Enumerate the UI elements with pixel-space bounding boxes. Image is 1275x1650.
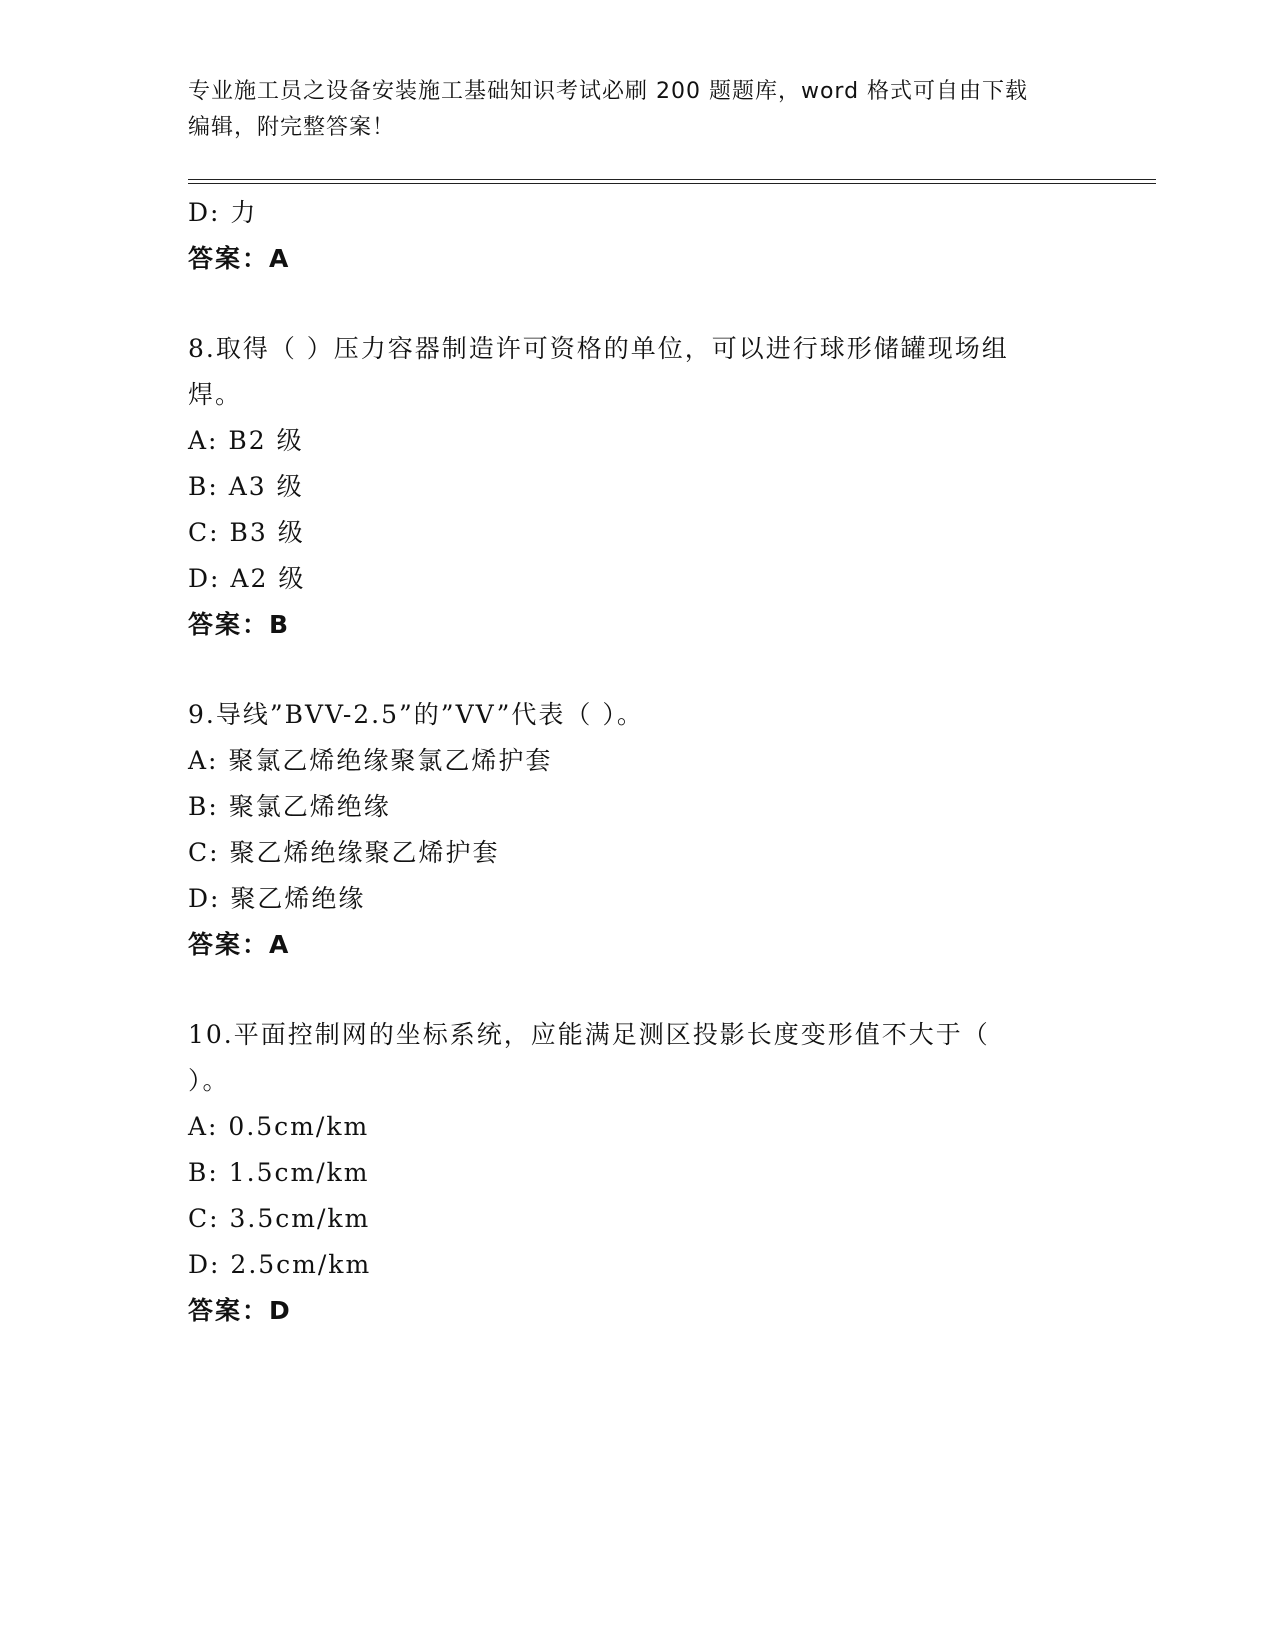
- option-c: C: 3.5cm/km: [188, 1204, 371, 1233]
- header-line-1: 专业施工员之设备安装施工基础知识考试必刷 200 题题库，word 格式可自由下载: [188, 79, 1029, 104]
- option-b: B: 1.5cm/km: [188, 1158, 370, 1187]
- document-body: [188, 190, 1088, 1334]
- document-header: [188, 74, 1068, 146]
- question-text-line: 8.取得（ ）压力容器制造许可资格的单位，可以进行球形储罐现场组: [188, 334, 1009, 363]
- option-b: B: 聚氯乙烯绝缘: [188, 792, 391, 821]
- question-text-line: 焊。: [188, 380, 243, 409]
- option-c: C: 聚乙烯绝缘聚乙烯护套: [188, 838, 500, 867]
- option-a: A: B2 级: [188, 426, 304, 455]
- answer-label: 答案：A: [188, 244, 291, 273]
- question-8: [188, 326, 1088, 648]
- option-d: D: 2.5cm/km: [188, 1250, 372, 1279]
- header-line-2: 编辑，附完整答案！: [188, 115, 396, 140]
- answer-label: 答案：D: [188, 1296, 292, 1325]
- header-rule-bottom: [188, 183, 1156, 184]
- answer-label: 答案：A: [188, 930, 291, 959]
- question-7-tail: [188, 190, 1088, 282]
- option-d: D: A2 级: [188, 564, 306, 593]
- option-a: A: 0.5cm/km: [188, 1112, 370, 1141]
- option-d: D: 力: [188, 198, 258, 227]
- option-c: C: B3 级: [188, 518, 305, 547]
- option-b: B: A3 级: [188, 472, 304, 501]
- question-text-line: 10.平面控制网的坐标系统，应能满足测区投影长度变形值不大于（: [188, 1020, 990, 1049]
- question-9: [188, 692, 1088, 968]
- option-a: A: 聚氯乙烯绝缘聚氯乙烯护套: [188, 746, 553, 775]
- answer-label: 答案：B: [188, 610, 291, 639]
- question-10: [188, 1012, 1088, 1334]
- question-text-line: 9.导线”BVV-2.5”的”VV”代表（ ）。: [188, 700, 644, 729]
- option-d: D: 聚乙烯绝缘: [188, 884, 366, 913]
- question-text-line: ）。: [188, 1066, 230, 1095]
- header-rule-top: [188, 179, 1156, 180]
